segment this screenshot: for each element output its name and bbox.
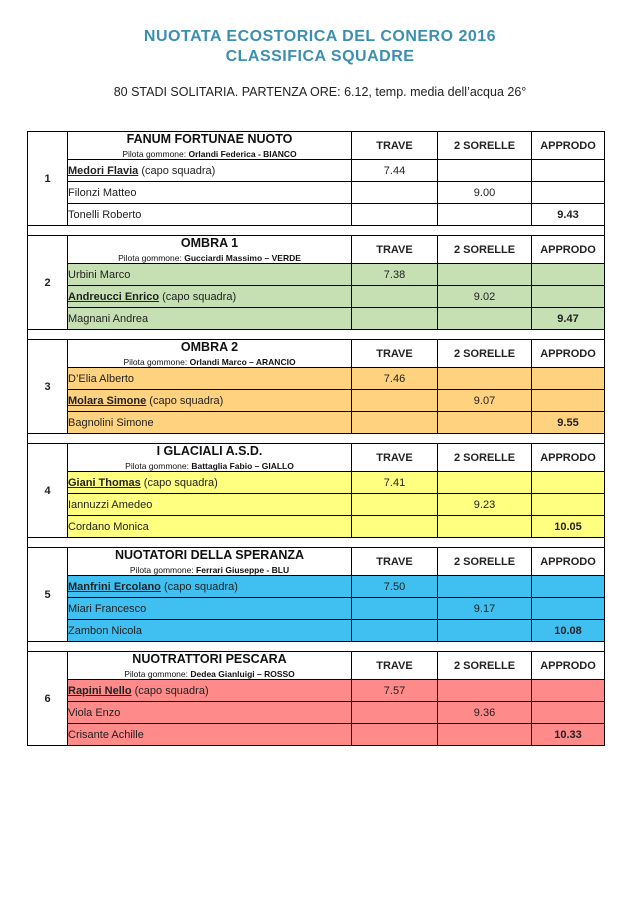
pilot-info: Pilota gommone: Orlandi Federica - BIANCO [122,149,297,159]
approdo-time [532,598,605,620]
col-sorelle-header: 2 SORELLE [438,444,532,472]
sorelle-time: 9.23 [438,494,532,516]
member-name: Magnani Andrea [68,308,352,330]
approdo-time [532,576,605,598]
team-header-row [28,444,605,472]
rank-number: 2 [28,236,68,330]
team-block [28,236,605,340]
pilot-name: Battaglia Fabio – GIALLO [191,461,294,471]
col-trave-header: TRAVE [352,132,438,160]
pilot-name: Orlandi Marco – ARANCIO [189,357,296,367]
spacer-row [28,330,605,340]
pilot-name: Dedea Gianluigi – ROSSO [190,669,295,679]
col-trave-header: TRAVE [352,652,438,680]
col-approdo-header: APPRODO [532,236,605,264]
sorelle-time [438,576,532,598]
col-approdo-header: APPRODO [532,340,605,368]
trave-time [352,620,438,642]
table-row [28,576,605,598]
rank-number: 4 [28,444,68,538]
approdo-time: 10.08 [532,620,605,642]
col-approdo-header: APPRODO [532,548,605,576]
table-row [28,412,605,434]
approdo-time [532,264,605,286]
trave-time [352,204,438,226]
team-cell [68,652,352,680]
rank-number: 5 [28,548,68,642]
page-subtitle: CLASSIFICA SQUADRE [225,48,415,65]
team-block [28,132,605,236]
approdo-time: 10.33 [532,724,605,746]
approdo-time [532,472,605,494]
table-row [28,516,605,538]
col-trave-header: TRAVE [352,444,438,472]
table-row [28,264,605,286]
spacer-row [28,538,605,548]
col-sorelle-header: 2 SORELLE [438,340,532,368]
table-row [28,286,605,308]
trave-time [352,308,438,330]
table-row [28,204,605,226]
col-sorelle-header: 2 SORELLE [438,652,532,680]
page-title: NUOTATA ECOSTORICA DEL CONERO 2016 [143,28,497,45]
trave-time: 7.46 [352,368,438,390]
table-row [28,472,605,494]
spacer-row [28,226,605,236]
team-name: OMBRA 2 [180,340,239,354]
sorelle-time [438,724,532,746]
trave-time: 7.57 [352,680,438,702]
trave-time [352,412,438,434]
table-row [28,598,605,620]
pilot-info: Pilota gommone: Orlandi Marco – ARANCIO [123,357,296,367]
approdo-time [532,702,605,724]
trave-time [352,390,438,412]
table-row [28,494,605,516]
sorelle-time [438,308,532,330]
team-name: I GLACIALI A.S.D. [156,444,263,458]
member-name: Medori Flavia (capo squadra) [68,160,352,182]
approdo-time: 9.43 [532,204,605,226]
table-row [28,368,605,390]
trave-time [352,516,438,538]
approdo-time [532,494,605,516]
sorelle-time: 9.00 [438,182,532,204]
col-approdo-header: APPRODO [532,652,605,680]
team-name: OMBRA 1 [180,236,239,250]
pilot-info: Pilota gommone: Battaglia Fabio – GIALLO [125,461,294,471]
approdo-time [532,182,605,204]
table-row [28,680,605,702]
spacer-row [28,642,605,652]
team-block [28,652,605,746]
member-name: Crisante Achille [68,724,352,746]
team-header-row [28,132,605,160]
sorelle-time [438,472,532,494]
sorelle-time: 9.02 [438,286,532,308]
approdo-time [532,680,605,702]
member-name: Miari Francesco [68,598,352,620]
approdo-time: 10.05 [532,516,605,538]
trave-time: 7.44 [352,160,438,182]
sorelle-time [438,368,532,390]
table-row [28,308,605,330]
member-name: Tonelli Roberto [68,204,352,226]
trave-time: 7.50 [352,576,438,598]
team-block [28,444,605,548]
pilot-name: Ferrari Giuseppe - BLU [196,565,290,575]
col-sorelle-header: 2 SORELLE [438,132,532,160]
team-name: FANUM FORTUNAE NUOTO [126,132,293,146]
member-name: Giani Thomas (capo squadra) [68,472,352,494]
sorelle-time [438,680,532,702]
approdo-time [532,368,605,390]
pilot-name: Gucciardi Massimo – VERDE [184,253,301,263]
trave-time: 7.41 [352,472,438,494]
trave-time [352,598,438,620]
sorelle-time: 9.36 [438,702,532,724]
approdo-time: 9.55 [532,412,605,434]
col-approdo-header: APPRODO [532,444,605,472]
team-block [28,340,605,444]
trave-time [352,494,438,516]
team-header-row [28,236,605,264]
table-row [28,724,605,746]
rank-number: 3 [28,340,68,434]
rank-number: 6 [28,652,68,746]
member-name: Molara Simone (capo squadra) [68,390,352,412]
col-sorelle-header: 2 SORELLE [438,236,532,264]
rank-number: 1 [28,132,68,226]
sorelle-time [438,620,532,642]
team-header-row [28,548,605,576]
team-name: NUOTRATTORI PESCARA [132,652,287,666]
member-name: Viola Enzo [68,702,352,724]
pilot-name: Orlandi Federica - BIANCO [188,149,297,159]
col-trave-header: TRAVE [352,340,438,368]
approdo-time [532,160,605,182]
sorelle-time [438,264,532,286]
sorelle-time [438,204,532,226]
trave-time [352,702,438,724]
team-cell [68,132,352,160]
team-header-row [28,652,605,680]
results-table [27,131,605,746]
team-block [28,548,605,652]
table-row [28,390,605,412]
pilot-info: Pilota gommone: Dedea Gianluigi – ROSSO [124,669,295,679]
trave-time: 7.38 [352,264,438,286]
approdo-time [532,390,605,412]
member-name: Urbini Marco [68,264,352,286]
col-trave-header: TRAVE [352,236,438,264]
sorelle-time: 9.17 [438,598,532,620]
member-name: D’Elia Alberto [68,368,352,390]
team-cell [68,340,352,368]
member-name: Rapini Nello (capo squadra) [68,680,352,702]
race-info: 80 STADI SOLITARIA. PARTENZA ORE: 6.12, temp. media dell’acqua 26° [113,85,527,99]
member-name: Zambon Nicola [68,620,352,642]
col-approdo-header: APPRODO [532,132,605,160]
team-header-row [28,340,605,368]
member-name: Iannuzzi Amedeo [68,494,352,516]
approdo-time: 9.47 [532,308,605,330]
sorelle-time: 9.07 [438,390,532,412]
table-row [28,620,605,642]
pilot-info: Pilota gommone: Gucciardi Massimo – VERDE [118,253,301,263]
member-name: Cordano Monica [68,516,352,538]
col-trave-header: TRAVE [352,548,438,576]
sorelle-time [438,412,532,434]
table-row [28,182,605,204]
team-name: NUOTATORI DELLA SPERANZA [114,548,305,562]
member-name: Manfrini Ercolano (capo squadra) [68,576,352,598]
member-name: Bagnolini Simone [68,412,352,434]
approdo-time [532,286,605,308]
table-row [28,702,605,724]
table-row [28,160,605,182]
sorelle-time [438,516,532,538]
trave-time [352,286,438,308]
team-cell [68,444,352,472]
member-name: Filonzi Matteo [68,182,352,204]
team-cell [68,236,352,264]
trave-time [352,724,438,746]
spacer-row [28,434,605,444]
trave-time [352,182,438,204]
col-sorelle-header: 2 SORELLE [438,548,532,576]
team-cell [68,548,352,576]
sorelle-time [438,160,532,182]
member-name: Andreucci Enrico (capo squadra) [68,286,352,308]
pilot-info: Pilota gommone: Ferrari Giuseppe - BLU [129,565,290,575]
